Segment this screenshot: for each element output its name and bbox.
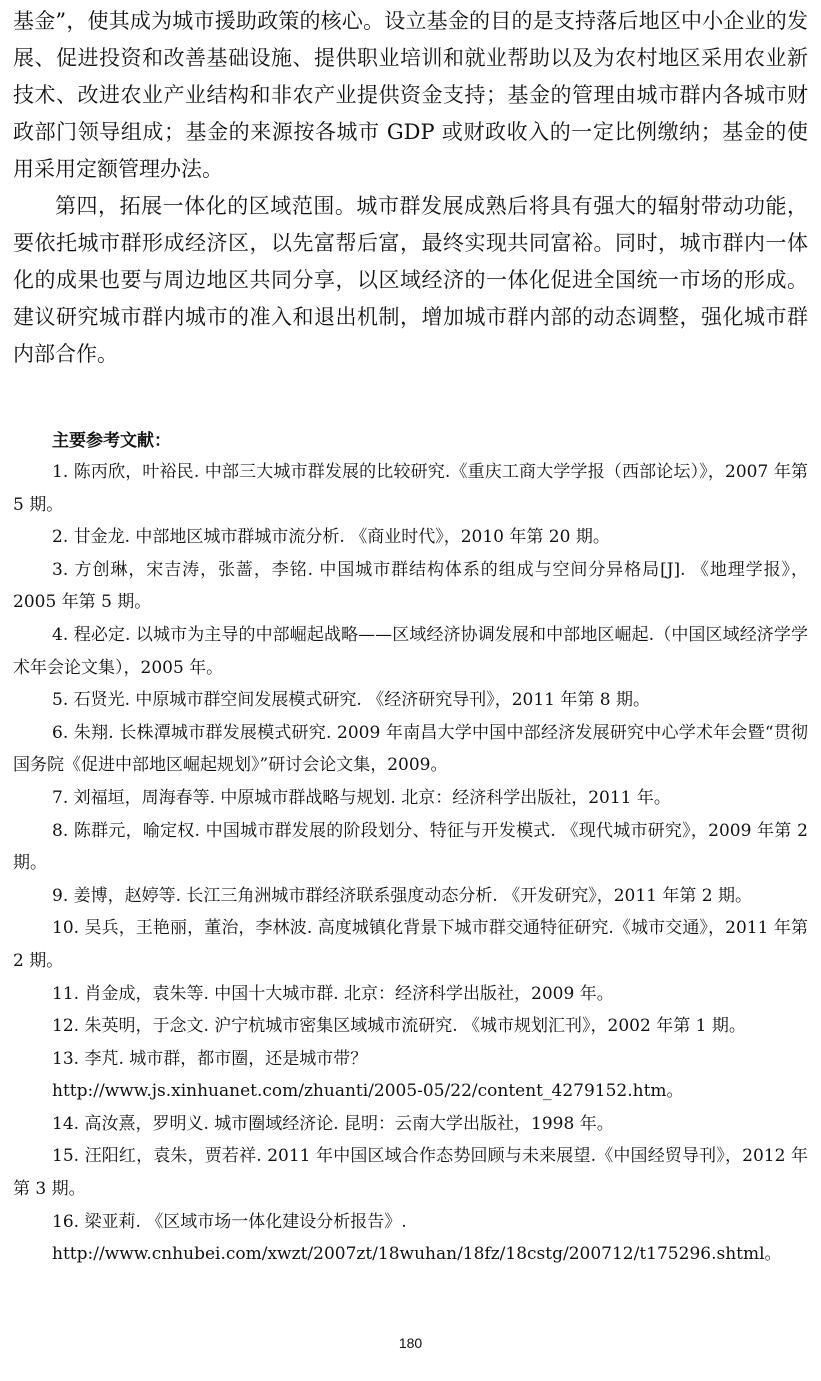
- reference-item: 16. 梁亚莉. 《区域市场一体化建设分析报告》.: [52, 1211, 407, 1232]
- reference-item: 13. 李芃. 城市群，都市圈，还是城市带？: [52, 1048, 368, 1069]
- reference-item: 12. 朱英明，于念文. 沪宁杭城市密集区域城市流研究. 《城市规划汇刊》，2002 年第 1 期。: [52, 1016, 746, 1037]
- body-text: [13, 3, 808, 373]
- reference-item: 7. 刘福垣，周海春等. 中原城市群战略与规划. 北京：经济科学出版社，2011 年。: [52, 787, 671, 808]
- references-list: [13, 456, 808, 1271]
- reference-item: 4. 程必定. 以城市为主导的中部崛起战略——区域经济协调发展和中部地区崛起.（中国区域经济学学术年会论文集），2005 年。: [13, 624, 808, 678]
- body-paragraph-1: 基金”，使其成为城市援助政策的核心。设立基金的目的是支持落后地区中小企业的发展、促进投资和改善基础设施、提供职业培训和就业帮助以及为农村地区采用农业新技术、改进农业产业结构和非农产业提供资金支持；基金的管理由城市群内各城市财政部门领导组成；基金的来源按各城市 GDP 或财政收入的一定比例缴纳；基金的使用采用定额管理办法。: [13, 9, 808, 181]
- page-number: 180: [398, 1335, 423, 1351]
- reference-item: 1. 陈丙欣，叶裕民. 中部三大城市群发展的比较研究.《重庆工商大学学报（西部论坛）》，2007 年第 5 期。: [13, 462, 808, 515]
- reference-url[interactable]: http://www.cnhubei.com/xwzt/2007zt/18wuhan/18fz/18cstg/200712/t175296.shtml。: [52, 1244, 782, 1265]
- body-paragraph-2: 第四，拓展一体化的区域范围。城市群发展成熟后将具有强大的辐射带动功能，要依托城市群形成经济区，以先富帮后富，最终实现共同富裕。同时，城市群内一体化的成果也要与周边地区共同分享，以区域经济的一体化促进全国统一市场的形成。建议研究城市群内城市的准入和退出机制，增加城市群内部的动态调整，强化城市群内部合作。: [13, 194, 808, 366]
- reference-item: 14. 高汝熹，罗明义. 城市圈域经济论. 昆明：云南大学出版社，1998 年。: [52, 1113, 614, 1134]
- reference-item: 9. 姜博，赵婷等. 长江三角洲城市群经济联系强度动态分析. 《开发研究》，2011 年第 2 期。: [52, 885, 753, 906]
- reference-item: 3. 方创琳，宋吉涛，张蔷，李铭. 中国城市群结构体系的组成与空间分异格局[J]. 《地理学报》，2005 年第 5 期。: [13, 559, 808, 613]
- reference-item: 15. 汪阳红，袁朱，贾若祥. 2011 年中国区域合作态势回顾与未来展望.《中国经贸导刊》，2012 年第 3 期。: [13, 1146, 808, 1200]
- reference-item: 2. 甘金龙. 中部地区城市群城市流分析. 《商业时代》，2010 年第 20 期。: [52, 527, 610, 548]
- reference-item: 6. 朱翔. 长株潭城市群发展模式研究. 2009 年南昌大学中国中部经济发展研究中心学术年会暨“贯彻国务院《促进中部地区崛起规划》”研讨会论文集，2009。: [13, 722, 808, 776]
- reference-item: 8. 陈群元，喻定权. 中国城市群发展的阶段划分、特征与开发模式. 《现代城市研究》，2009 年第 2 期。: [13, 820, 808, 874]
- reference-item: 10. 吴兵，王艳丽，董治，李林波. 高度城镇化背景下城市群交通特征研究.《城市交通》，2011 年第 2 期。: [13, 918, 808, 971]
- reference-url[interactable]: http://www.js.xinhuanet.com/zhuanti/2005-05/22/content_4279152.htm。: [52, 1081, 684, 1102]
- reference-item: 5. 石贤光. 中原城市群空间发展模式研究. 《经济研究导刊》，2011 年第 8 期。: [52, 690, 651, 711]
- references-heading: 主要参考文献：: [52, 431, 171, 451]
- reference-item: 11. 肖金成，袁朱等. 中国十大城市群. 北京：经济科学出版社，2009 年。: [52, 983, 614, 1004]
